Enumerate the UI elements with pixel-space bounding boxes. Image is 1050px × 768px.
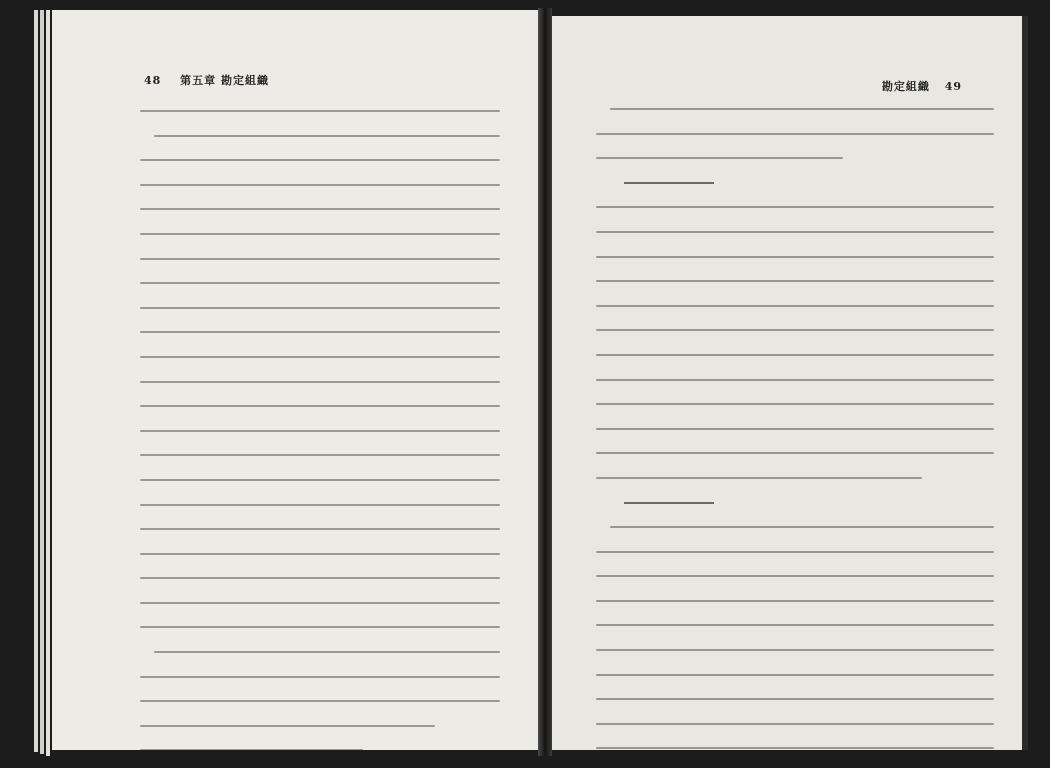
text-line: [596, 379, 994, 381]
page-edge-shadow: [1022, 16, 1028, 750]
right-body-text: [596, 108, 994, 750]
text-line: [140, 381, 500, 383]
text-line: [140, 356, 500, 358]
right-running-head: [882, 78, 962, 94]
text-line: [610, 526, 994, 528]
left-running-head: [144, 72, 269, 88]
text-line: [596, 206, 994, 208]
text-line: [596, 551, 994, 553]
text-line: [140, 504, 500, 506]
text-line: [154, 135, 500, 137]
text-line: [154, 651, 500, 653]
page-stack-edge: [34, 10, 38, 752]
text-line: [140, 700, 500, 702]
text-line: [596, 329, 994, 331]
text-line: [596, 723, 994, 725]
text-line: [140, 676, 500, 678]
text-line: [140, 282, 500, 284]
text-line: [596, 133, 994, 135]
text-line: [596, 747, 994, 749]
text-line: [140, 184, 500, 186]
left-chapter-title: 第五章 勘定組織: [180, 74, 269, 87]
text-line: [140, 233, 500, 235]
right-page: [552, 16, 1022, 750]
text-line: [596, 698, 994, 700]
text-line: [140, 749, 363, 750]
text-line: [140, 208, 500, 210]
right-chapter-title: 勘定組織: [881, 80, 930, 93]
text-line: [140, 307, 500, 309]
text-line: [596, 477, 922, 479]
text-line: [596, 452, 994, 454]
text-line: [596, 157, 843, 159]
text-line: [140, 479, 500, 481]
text-line: [596, 600, 994, 602]
text-line: [596, 280, 994, 282]
text-line: [140, 258, 500, 260]
text-line: [140, 331, 500, 333]
text-line: [596, 624, 994, 626]
page-stack-edge: [40, 10, 44, 754]
text-line: [140, 405, 500, 407]
text-line: [140, 553, 500, 555]
text-line: [596, 403, 994, 405]
subsection-heading: [624, 502, 714, 504]
text-line: [596, 649, 994, 651]
text-line: [140, 430, 500, 432]
book-gutter: [538, 8, 552, 756]
text-line: [596, 575, 994, 577]
text-line: [596, 674, 994, 676]
subsection-heading: [624, 182, 714, 184]
text-line: [610, 108, 994, 110]
text-line: [140, 602, 500, 604]
text-line: [140, 528, 500, 530]
text-line: [140, 577, 500, 579]
text-line: [140, 725, 435, 727]
text-line: [140, 454, 500, 456]
text-line: [596, 354, 994, 356]
text-line: [596, 428, 994, 430]
left-body-text: [140, 110, 500, 750]
text-line: [596, 231, 994, 233]
text-line: [140, 626, 500, 628]
page-stack-edge: [46, 10, 50, 756]
right-page-number: 49: [944, 80, 962, 93]
text-line: [596, 256, 994, 258]
left-page-number: 48: [144, 74, 162, 87]
text-line: [140, 159, 500, 161]
text-line: [140, 110, 500, 112]
text-line: [596, 305, 994, 307]
left-page: [52, 10, 538, 750]
